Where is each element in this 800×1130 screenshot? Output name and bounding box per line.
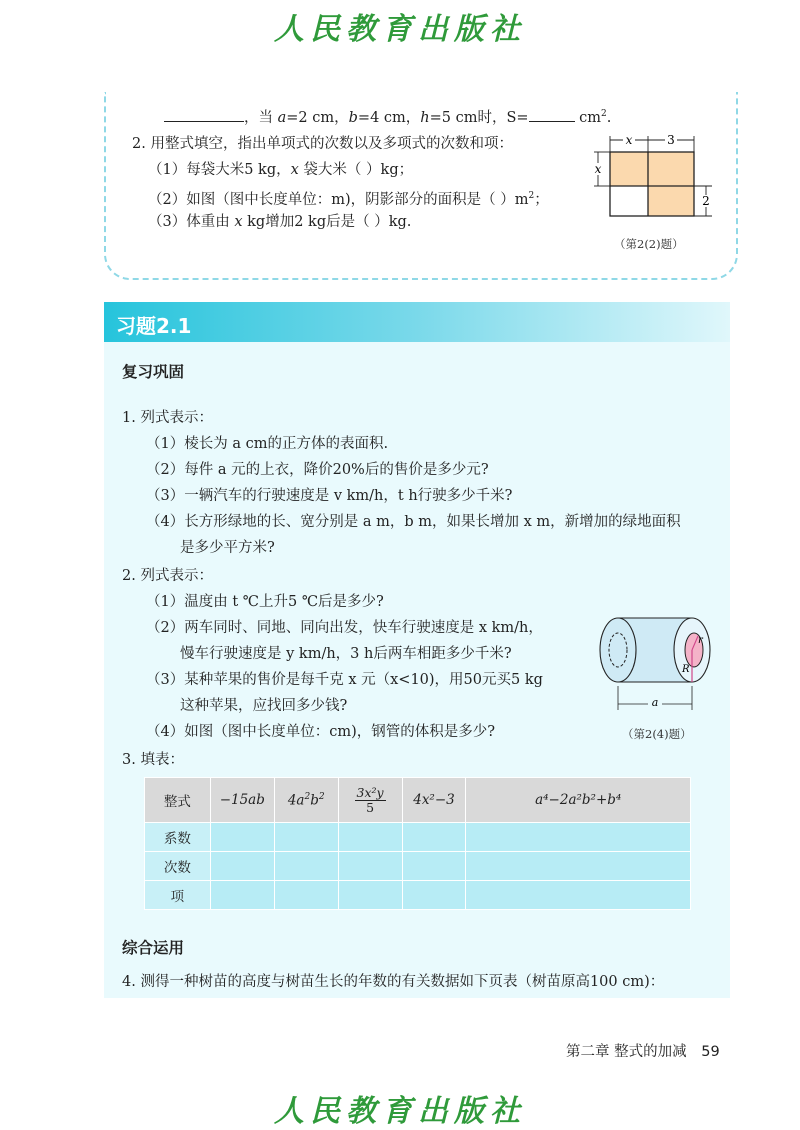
answer-blank bbox=[529, 107, 575, 122]
table-header-cell: −15ab bbox=[210, 778, 274, 823]
section-title-application: 综合运用 bbox=[122, 939, 185, 957]
table-cell[interactable] bbox=[274, 881, 338, 910]
table-row-label: 系数 bbox=[145, 823, 211, 852]
chapter-title: 第二章 整式的加减 bbox=[566, 1044, 687, 1060]
table-cell[interactable] bbox=[402, 881, 466, 910]
ex-q1-item-4: （4）长方形绿地的长、宽分别是 a m，b m，如果长增加 x m，新增加的绿地面积 bbox=[146, 514, 681, 530]
label-x-left: x bbox=[594, 162, 602, 176]
section-title-review: 复习巩固 bbox=[122, 363, 185, 381]
ex-q2-item-4: （4）如图（图中长度单位：cm)，钢管的体积是多少? bbox=[146, 724, 496, 740]
label-a: a bbox=[651, 696, 659, 709]
table-row bbox=[145, 823, 691, 852]
q2-title: 2. 用整式填空，指出单项式的次数以及多项式的次数和项： bbox=[132, 136, 513, 152]
table-header-label: 整式 bbox=[145, 778, 211, 823]
q1-continuation-line: ，当 a=2 cm，b=4 cm，h=5 cm时，$S= cm^2$. bbox=[164, 104, 611, 128]
ex-q2-item-3-cont: 这种苹果，应找回多少钱? bbox=[180, 698, 348, 714]
ex-q1-item-1: （1）棱长为 a cm的正方体的表面积. bbox=[146, 436, 389, 452]
shaded-cell bbox=[648, 186, 694, 216]
table-header-cell: $4a^2b^2$ bbox=[274, 778, 338, 823]
figure-caption-2-2: （第2(2)题） bbox=[614, 237, 684, 251]
q2-item-1: （1）每袋大米5 kg，x 袋大米（ ）kg； bbox=[148, 162, 414, 178]
ex-q2-item-2: （2）两车同时、同地、同向出发，快车行驶速度是 x km/h， bbox=[146, 620, 543, 636]
table-cell[interactable] bbox=[402, 852, 466, 881]
ex-q1-title: 1. 列式表示： bbox=[122, 410, 213, 426]
table-row bbox=[145, 881, 691, 910]
ex-q1-item-2: （2）每件 a 元的上衣，降价20%后的售价是多少元? bbox=[146, 462, 489, 478]
publisher-logo-bottom: 人民教育出版社 bbox=[274, 1094, 526, 1129]
table-cell[interactable] bbox=[466, 881, 691, 910]
table-header-cell bbox=[338, 778, 402, 823]
ex-q3-title: 3. 填表： bbox=[122, 752, 184, 768]
table-cell[interactable] bbox=[402, 823, 466, 852]
q2-item-2: （2）如图（图中长度单位：m)，阴影部分的面积是（ ）$m^2$； bbox=[148, 191, 549, 208]
table-row-label: 次数 bbox=[145, 852, 211, 881]
ex-q1-item-4-cont: 是多少平方米? bbox=[180, 540, 275, 556]
table-header-cell: a⁴−2a²b²+b⁴ bbox=[466, 778, 691, 823]
table-cell[interactable] bbox=[338, 852, 402, 881]
blank-cell bbox=[610, 186, 648, 216]
ex-q1-item-3: （3）一辆汽车的行驶速度是 v km/h，t h行驶多少千米? bbox=[146, 488, 513, 504]
table-header-row bbox=[145, 778, 691, 823]
table-cell[interactable] bbox=[466, 823, 691, 852]
ex-q2-title: 2. 列式表示： bbox=[122, 568, 213, 584]
exercise-header-bar bbox=[104, 302, 730, 342]
table-cell[interactable] bbox=[338, 881, 402, 910]
label-r: r bbox=[698, 635, 703, 646]
label-two: 2 bbox=[702, 194, 710, 208]
figure-caption-2-4: （第2(4)题） bbox=[622, 727, 692, 741]
ex-q2-item-3: （3）某种苹果的售价是每千克 x 元（x<10)，用50元买5 kg bbox=[146, 672, 543, 688]
exercise-title: 习题2.1 bbox=[116, 314, 192, 338]
table-cell[interactable] bbox=[338, 823, 402, 852]
fraction: $\frac{\text{3x²y}}{5}$ bbox=[356, 784, 384, 815]
table-row-label: 项 bbox=[145, 881, 211, 910]
page-footer bbox=[566, 1040, 720, 1061]
label-x-top: x bbox=[625, 133, 633, 147]
table-header-cell: 4x²−3 bbox=[402, 778, 466, 823]
ex-q2-item-2-cont: 慢车行驶速度是 y km/h，3 h后两车相距多少千米? bbox=[180, 646, 512, 662]
pipe-left-end bbox=[600, 618, 636, 682]
fill-in-table bbox=[144, 777, 691, 910]
steel-pipe-figure bbox=[590, 610, 720, 720]
table-row bbox=[145, 852, 691, 881]
table-cell[interactable] bbox=[466, 852, 691, 881]
shaded-cell bbox=[648, 152, 694, 186]
table-cell[interactable] bbox=[274, 852, 338, 881]
page-number: 59 bbox=[701, 1044, 720, 1060]
shaded-cell bbox=[610, 152, 648, 186]
table-cell[interactable] bbox=[274, 823, 338, 852]
shaded-grid-figure bbox=[588, 130, 728, 225]
table-cell[interactable] bbox=[210, 881, 274, 910]
q2-item-3: （3）体重由 x kg增加2 kg后是（ ）kg. bbox=[148, 214, 412, 230]
label-R: R bbox=[682, 664, 690, 675]
answer-blank bbox=[164, 107, 244, 122]
table-cell[interactable] bbox=[210, 852, 274, 881]
publisher-logo-top: 人民教育出版社 bbox=[274, 12, 526, 47]
label-three: 3 bbox=[667, 133, 675, 147]
ex-q2-item-1: （1）温度由 t ℃上升5 ℃后是多少? bbox=[146, 594, 384, 610]
table-cell[interactable] bbox=[210, 823, 274, 852]
ex-q4: 4. 测得一种树苗的高度与树苗生长的年数的有关数据如下页表（树苗原高100 cm)： bbox=[122, 974, 665, 990]
